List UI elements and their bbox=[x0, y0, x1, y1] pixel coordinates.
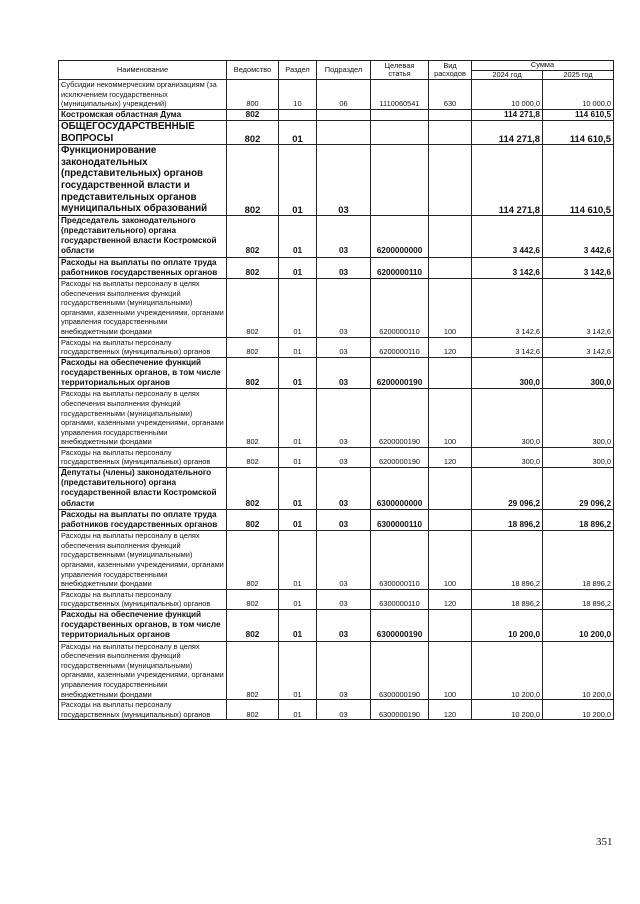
cell-subsection: 03 bbox=[317, 447, 371, 467]
cell-name: Расходы на выплаты персоналу в целях обеспечения выполнения функций государственными (муниципальными) органами, казенными учреждениями, органами управления государственными внебюджетными фондами bbox=[59, 389, 227, 448]
table-row bbox=[59, 109, 614, 120]
cell-exp: 100 bbox=[429, 531, 472, 590]
header-exp: Вид расходов bbox=[429, 61, 472, 80]
table-row bbox=[59, 531, 614, 590]
cell-target: 6300000110 bbox=[371, 531, 429, 590]
page-number: 351 bbox=[596, 836, 613, 848]
cell-2024: 10 200,0 bbox=[472, 610, 543, 642]
cell-exp: 630 bbox=[429, 80, 472, 110]
cell-section: 01 bbox=[279, 531, 317, 590]
table-row bbox=[59, 337, 614, 357]
cell-exp: 120 bbox=[429, 337, 472, 357]
table-row bbox=[59, 257, 614, 278]
cell-exp bbox=[429, 257, 472, 278]
cell-subsection: 03 bbox=[317, 531, 371, 590]
cell-dept: 802 bbox=[227, 278, 279, 337]
cell-subsection: 06 bbox=[317, 80, 371, 110]
cell-subsection bbox=[317, 120, 371, 144]
table-row bbox=[59, 641, 614, 700]
cell-2024: 300,0 bbox=[472, 389, 543, 448]
cell-2025: 18 896,2 bbox=[543, 531, 614, 590]
cell-2025: 3 142,6 bbox=[543, 257, 614, 278]
cell-exp: 120 bbox=[429, 589, 472, 609]
cell-2024: 3 142,6 bbox=[472, 257, 543, 278]
table-row bbox=[59, 509, 614, 530]
cell-2024: 10 200,0 bbox=[472, 700, 543, 720]
cell-section: 01 bbox=[279, 589, 317, 609]
cell-subsection: 03 bbox=[317, 509, 371, 530]
cell-2024: 3 142,6 bbox=[472, 337, 543, 357]
cell-target bbox=[371, 120, 429, 144]
cell-target: 6300000190 bbox=[371, 610, 429, 642]
table-row bbox=[59, 389, 614, 448]
budget-table bbox=[58, 60, 614, 720]
cell-subsection: 03 bbox=[317, 337, 371, 357]
cell-exp: 120 bbox=[429, 447, 472, 467]
header-2025: 2025 год bbox=[543, 70, 614, 80]
cell-section: 01 bbox=[279, 357, 317, 389]
cell-name: Расходы на выплаты персоналу в целях обеспечения выполнения функций государственными (муниципальными) органами, казенными учреждениями, органами управления государственными внебюджетными фондами bbox=[59, 641, 227, 700]
table-row bbox=[59, 700, 614, 720]
cell-exp: 120 bbox=[429, 700, 472, 720]
cell-section: 01 bbox=[279, 257, 317, 278]
table-row bbox=[59, 468, 614, 510]
cell-exp bbox=[429, 468, 472, 510]
cell-2024: 114 271,8 bbox=[472, 145, 543, 216]
cell-dept: 802 bbox=[227, 447, 279, 467]
cell-2025: 18 896,2 bbox=[543, 589, 614, 609]
cell-2025: 114 610,5 bbox=[543, 120, 614, 144]
cell-2025: 114 610,5 bbox=[543, 145, 614, 216]
cell-name: Председатель законодательного (представительного) органа государственной власти Костромской области bbox=[59, 215, 227, 257]
header-subsection: Подраздел bbox=[317, 61, 371, 80]
cell-dept: 800 bbox=[227, 80, 279, 110]
cell-exp bbox=[429, 357, 472, 389]
cell-section: 01 bbox=[279, 145, 317, 216]
cell-dept: 802 bbox=[227, 641, 279, 700]
cell-2024: 3 442,6 bbox=[472, 215, 543, 257]
cell-2024: 10 200,0 bbox=[472, 641, 543, 700]
cell-name: Расходы на выплаты персоналу государственных (муниципальных) органов bbox=[59, 589, 227, 609]
cell-2025: 3 142,6 bbox=[543, 337, 614, 357]
cell-target: 6200000110 bbox=[371, 257, 429, 278]
cell-2024: 18 896,2 bbox=[472, 589, 543, 609]
cell-dept: 802 bbox=[227, 257, 279, 278]
cell-exp bbox=[429, 215, 472, 257]
cell-target: 6200000190 bbox=[371, 389, 429, 448]
cell-name: Расходы на обеспечение функций государственных органов, в том числе территориальных органов bbox=[59, 357, 227, 389]
cell-subsection: 03 bbox=[317, 389, 371, 448]
cell-section: 01 bbox=[279, 509, 317, 530]
table-row bbox=[59, 447, 614, 467]
table-row bbox=[59, 215, 614, 257]
cell-dept: 802 bbox=[227, 700, 279, 720]
cell-target: 6200000190 bbox=[371, 447, 429, 467]
cell-exp: 100 bbox=[429, 641, 472, 700]
cell-target bbox=[371, 145, 429, 216]
table-row bbox=[59, 278, 614, 337]
cell-2024: 300,0 bbox=[472, 447, 543, 467]
cell-2024: 29 096,2 bbox=[472, 468, 543, 510]
cell-name: Расходы на выплаты по оплате труда работников государственных органов bbox=[59, 509, 227, 530]
cell-dept: 802 bbox=[227, 145, 279, 216]
cell-dept: 802 bbox=[227, 215, 279, 257]
cell-subsection bbox=[317, 109, 371, 120]
cell-2025: 10 200,0 bbox=[543, 641, 614, 700]
cell-2024: 300,0 bbox=[472, 357, 543, 389]
table-body bbox=[59, 80, 614, 720]
header-name: Наименование bbox=[59, 61, 227, 80]
header-2024: 2024 год bbox=[472, 70, 543, 80]
cell-section: 01 bbox=[279, 447, 317, 467]
cell-name: Субсидии некоммерческим организациям (за исключением государственных (муниципальных) учреждений) bbox=[59, 80, 227, 110]
cell-2024: 3 142,6 bbox=[472, 278, 543, 337]
cell-section: 01 bbox=[279, 610, 317, 642]
cell-subsection: 03 bbox=[317, 257, 371, 278]
cell-section: 01 bbox=[279, 337, 317, 357]
table-row bbox=[59, 145, 614, 216]
cell-name: Расходы на выплаты персоналу государственных (муниципальных) органов bbox=[59, 337, 227, 357]
cell-2025: 10 200,0 bbox=[543, 610, 614, 642]
cell-dept: 802 bbox=[227, 389, 279, 448]
cell-name: Расходы на выплаты персоналу государственных (муниципальных) органов bbox=[59, 700, 227, 720]
cell-dept: 802 bbox=[227, 610, 279, 642]
cell-section: 10 bbox=[279, 80, 317, 110]
cell-name: Костромская областная Дума bbox=[59, 109, 227, 120]
cell-section: 01 bbox=[279, 641, 317, 700]
cell-name: Расходы на выплаты персоналу государственных (муниципальных) органов bbox=[59, 447, 227, 467]
cell-section: 01 bbox=[279, 468, 317, 510]
cell-2024: 18 896,2 bbox=[472, 531, 543, 590]
cell-dept: 802 bbox=[227, 120, 279, 144]
cell-subsection: 03 bbox=[317, 357, 371, 389]
cell-2025: 300,0 bbox=[543, 357, 614, 389]
cell-target: 6200000190 bbox=[371, 357, 429, 389]
cell-subsection: 03 bbox=[317, 215, 371, 257]
cell-2025: 3 142,6 bbox=[543, 278, 614, 337]
cell-dept: 802 bbox=[227, 109, 279, 120]
cell-target: 6300000110 bbox=[371, 509, 429, 530]
cell-name: Расходы на обеспечение функций государственных органов, в том числе территориальных органов bbox=[59, 610, 227, 642]
cell-name: Расходы на выплаты персоналу в целях обеспечения выполнения функций государственными (муниципальными) органами, казенными учреждениями, органами управления государственными внебюджетными фондами bbox=[59, 531, 227, 590]
cell-subsection: 03 bbox=[317, 589, 371, 609]
cell-target: 6300000110 bbox=[371, 589, 429, 609]
cell-name: ОБЩЕГОСУДАРСТВЕННЫЕ ВОПРОСЫ bbox=[59, 120, 227, 144]
cell-subsection: 03 bbox=[317, 700, 371, 720]
table-row bbox=[59, 589, 614, 609]
cell-2024: 114 271,8 bbox=[472, 120, 543, 144]
budget-sheet bbox=[58, 60, 613, 720]
table-row bbox=[59, 120, 614, 144]
cell-target: 6200000110 bbox=[371, 337, 429, 357]
cell-2025: 18 896,2 bbox=[543, 509, 614, 530]
cell-dept: 802 bbox=[227, 509, 279, 530]
cell-subsection: 03 bbox=[317, 610, 371, 642]
cell-name: Функционирование законодательных (представительных) органов государственной власти и представительных органов муниципальных образований bbox=[59, 145, 227, 216]
cell-2024: 114 271,8 bbox=[472, 109, 543, 120]
header-dept: Ведомство bbox=[227, 61, 279, 80]
cell-section: 01 bbox=[279, 389, 317, 448]
cell-section: 01 bbox=[279, 700, 317, 720]
cell-exp bbox=[429, 120, 472, 144]
cell-section bbox=[279, 109, 317, 120]
cell-2025: 10 000,0 bbox=[543, 80, 614, 110]
cell-2025: 300,0 bbox=[543, 447, 614, 467]
cell-dept: 802 bbox=[227, 589, 279, 609]
cell-name: Расходы на выплаты по оплате труда работников государственных органов bbox=[59, 257, 227, 278]
cell-2025: 29 096,2 bbox=[543, 468, 614, 510]
cell-subsection: 03 bbox=[317, 468, 371, 510]
cell-target: 1110060541 bbox=[371, 80, 429, 110]
header-target: Целевая статья bbox=[371, 61, 429, 80]
cell-2025: 114 610,5 bbox=[543, 109, 614, 120]
cell-name: Расходы на выплаты персоналу в целях обеспечения выполнения функций государственными (муниципальными) органами, казенными учреждениями, органами управления государственными внебюджетными фондами bbox=[59, 278, 227, 337]
cell-2024: 10 000,0 bbox=[472, 80, 543, 110]
cell-2025: 3 442,6 bbox=[543, 215, 614, 257]
cell-section: 01 bbox=[279, 120, 317, 144]
cell-target: 6300000190 bbox=[371, 641, 429, 700]
header-section: Раздел bbox=[279, 61, 317, 80]
table-row bbox=[59, 610, 614, 642]
cell-2025: 300,0 bbox=[543, 389, 614, 448]
cell-name: Депутаты (члены) законодательного (представительного) органа государственной власти Костромской области bbox=[59, 468, 227, 510]
cell-exp bbox=[429, 145, 472, 216]
cell-target: 6200000110 bbox=[371, 278, 429, 337]
cell-subsection: 03 bbox=[317, 641, 371, 700]
cell-2025: 10 200,0 bbox=[543, 700, 614, 720]
cell-2024: 18 896,2 bbox=[472, 509, 543, 530]
table-header bbox=[59, 61, 614, 80]
cell-section: 01 bbox=[279, 215, 317, 257]
cell-exp: 100 bbox=[429, 389, 472, 448]
cell-target: 6300000000 bbox=[371, 468, 429, 510]
cell-dept: 802 bbox=[227, 357, 279, 389]
cell-subsection: 03 bbox=[317, 145, 371, 216]
cell-exp bbox=[429, 610, 472, 642]
table-row bbox=[59, 357, 614, 389]
cell-target: 6300000190 bbox=[371, 700, 429, 720]
header-sum: Сумма bbox=[472, 61, 614, 71]
table-row bbox=[59, 80, 614, 110]
cell-exp bbox=[429, 509, 472, 530]
cell-dept: 802 bbox=[227, 337, 279, 357]
cell-target bbox=[371, 109, 429, 120]
cell-dept: 802 bbox=[227, 468, 279, 510]
cell-section: 01 bbox=[279, 278, 317, 337]
cell-subsection: 03 bbox=[317, 278, 371, 337]
cell-exp: 100 bbox=[429, 278, 472, 337]
cell-exp bbox=[429, 109, 472, 120]
cell-target: 6200000000 bbox=[371, 215, 429, 257]
cell-dept: 802 bbox=[227, 531, 279, 590]
